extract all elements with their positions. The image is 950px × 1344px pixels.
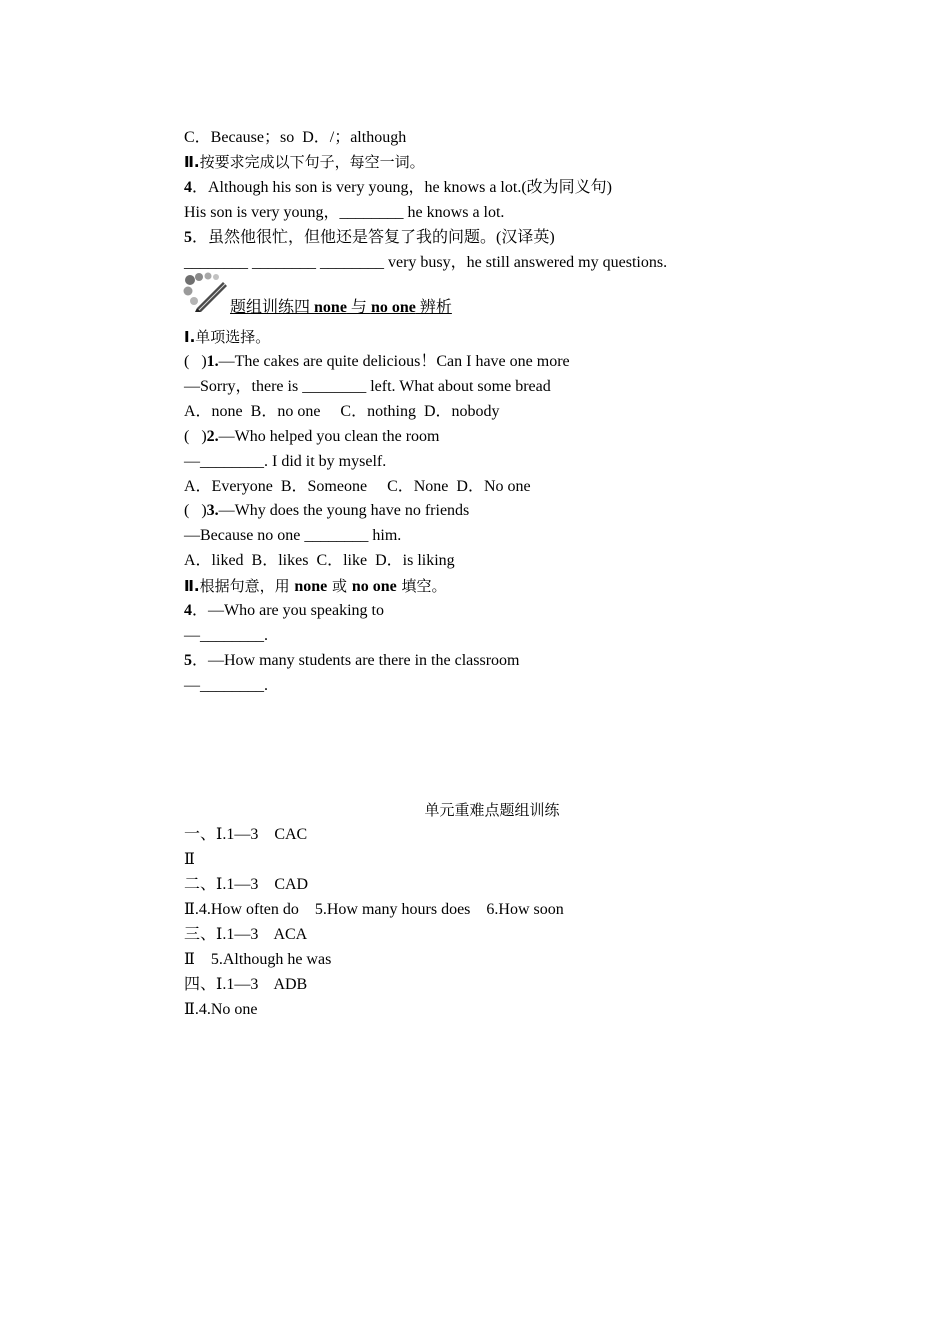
answer-bracket: ( ) xyxy=(184,502,207,519)
group-title xyxy=(230,298,452,318)
question-3-reply: —Because no one ________ him. xyxy=(184,527,402,544)
answer-key-line: 一、Ⅰ.1—3 CAC xyxy=(184,826,308,843)
question-prompt: ．Although his son is very young，he knows a lot.(改为同义句) xyxy=(192,179,612,196)
answer-key-line: Ⅱ.4.How often do 5.How many hours does 6.How soon xyxy=(184,901,564,918)
question-2 xyxy=(184,427,439,447)
title-text: 题组训练四 xyxy=(230,299,315,316)
question-5 xyxy=(184,228,555,248)
section-number: Ⅱ. xyxy=(184,577,200,595)
question-4 xyxy=(184,178,612,198)
section-instruction: 填空。 xyxy=(396,577,447,595)
section-instruction: 或 xyxy=(327,577,352,595)
section-instruction: 单项选择。 xyxy=(195,328,271,346)
question-2-reply: —________. I did it by myself. xyxy=(184,453,387,470)
question-number: 4 xyxy=(184,179,192,196)
title-keyword: none xyxy=(314,299,347,316)
section-heading xyxy=(184,327,270,347)
section-instruction: 按要求完成以下句子，每空一词。 xyxy=(199,153,425,171)
answer-key-line: 四、Ⅰ.1—3 ADB xyxy=(184,976,308,993)
section-instruction: 根据句意，用 xyxy=(199,577,295,595)
answer-line: —________. xyxy=(184,677,268,694)
answer-key-line: 三、Ⅰ.1—3 ACA xyxy=(184,926,308,943)
question-1-reply: —Sorry，there is ________ left. What about some bread xyxy=(184,378,551,395)
question-text: ．—Who are you speaking to xyxy=(192,602,384,619)
section-heading xyxy=(184,576,447,597)
question-number: 5 xyxy=(184,652,192,669)
question-1 xyxy=(184,352,570,372)
section-keyword: no one xyxy=(351,578,397,595)
options-c-d: C．Because；so D．/；although xyxy=(184,129,407,146)
question-1-options: A．none B．no one C．nothing D．nobody xyxy=(184,403,500,420)
question-text: —Why does the young have no friends xyxy=(218,502,470,519)
question-number: 1. xyxy=(206,353,219,370)
question-number: 4 xyxy=(184,602,192,619)
answer-key-line: Ⅱ xyxy=(184,851,195,868)
question-prompt: ．虽然他很忙，但他还是答复了我的问题。(汉译英) xyxy=(192,229,555,246)
section-number: Ⅱ. xyxy=(184,153,200,171)
answer-line: His son is very young，________ he knows a lot. xyxy=(184,204,505,221)
title-keyword: no one xyxy=(370,299,416,316)
answer-key-line: 二、Ⅰ.1—3 CAD xyxy=(184,876,309,893)
question-3-options: A．liked B．likes C．like D．is liking xyxy=(184,552,455,569)
question-text: —The cakes are quite delicious！Can I have one more xyxy=(218,353,570,370)
question-number: 5 xyxy=(184,229,192,246)
question-number: 2. xyxy=(206,428,219,445)
answer-bracket: ( ) xyxy=(184,428,207,445)
answer-line: —________. xyxy=(184,627,268,644)
title-text: 辨析 xyxy=(415,299,452,316)
answer-bracket: ( ) xyxy=(184,353,207,370)
title-text: 与 xyxy=(346,299,371,316)
answer-line: ________ ________ ________ very busy，he still answered my questions. xyxy=(184,254,668,271)
section-number: Ⅰ. xyxy=(184,328,196,346)
question-number: 3. xyxy=(206,502,219,519)
section-heading xyxy=(184,152,425,172)
answer-key-line: Ⅱ 5.Although he was xyxy=(184,951,332,968)
question-2-options: A．Everyone B．Someone C．None D．No one xyxy=(184,478,531,495)
answer-key-line: Ⅱ.4.No one xyxy=(184,1001,258,1018)
question-4 xyxy=(184,601,384,621)
question-3 xyxy=(184,501,469,521)
section-keyword: none xyxy=(294,578,328,595)
answers-title: 单元重难点题组训练 xyxy=(424,801,560,819)
question-text: ．—How many students are there in the classroom xyxy=(192,652,520,669)
question-5 xyxy=(184,651,519,671)
question-text: —Who helped you clean the room xyxy=(218,428,440,445)
pencil-icon xyxy=(183,272,229,312)
